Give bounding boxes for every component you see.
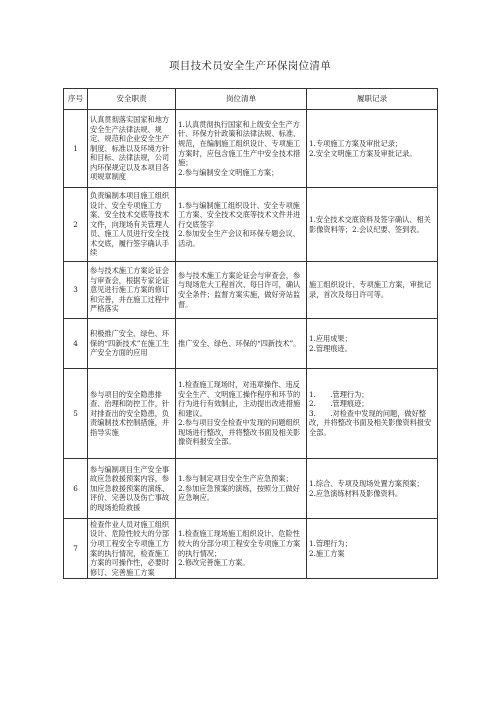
job-list-line: 推广安全、绿色、环保的“四新技术”。 [178, 338, 301, 348]
table-row [64, 110, 438, 188]
duty-record-line: 1.应用成果； [309, 333, 352, 343]
duty-record-line: 1.管理行为； [309, 538, 352, 548]
row-number: 6 [64, 459, 88, 519]
row-number: 7 [64, 519, 88, 579]
safety-duty-cell: 参与编制项目生产安全事故应急救援预案内容，参加应急救援预案的演练、评价、完善以及伤亡事故的现场抢险救援 [88, 459, 176, 519]
table-header-row [64, 89, 438, 110]
header-duty: 安全职责 [88, 89, 176, 110]
job-list-line: 2.参与编制安全文明施工方案； [178, 167, 279, 177]
duty-record-line: 2.管理痕迹。 [309, 343, 352, 353]
job-list-cell [176, 188, 307, 262]
header-no: 序号 [64, 89, 88, 110]
table-row [64, 319, 438, 369]
header-record: 履职记录 [307, 89, 438, 110]
page-title: 项目技术员安全生产环保岗位清单 [169, 60, 331, 72]
job-list-line: 2.参加安全生产会议和环保专题会议、活动。 [178, 229, 300, 248]
duty-record-line: 1.安全技术交底资料及签字确认、相关影像资料等；2.会议纪要、签到表。 [309, 214, 431, 234]
table-row [64, 519, 438, 579]
safety-duty-cell: 参与项目的安全隐患排查、治理和防控工作，针对排查出的安全隐患，负责编制技术控制措施，并指导实施 [88, 369, 176, 459]
job-list-cell [176, 262, 307, 319]
duty-record-line: 1.专项施工方案及审批记录； [309, 138, 403, 148]
job-list-line: 参与技术施工方案论证会与审查会，参与现场危大工程首次、每日许可，确认安全条件；监督方案实施，做好旁站监督。 [178, 270, 301, 309]
job-list-line: 1.检查施工现场施工组织设计、危险性较大的分部分项工程安全专项施工方案的执行情况； [178, 529, 301, 558]
duty-record-cell [307, 459, 438, 519]
row-number: 5 [64, 369, 88, 459]
duty-record-cell [307, 110, 438, 188]
job-list-cell [176, 519, 307, 579]
duty-record-line: 1. .管理行为； [309, 389, 369, 399]
safety-duty-cell: 检查作业人员对施工组织设计、危险性较大的分部分项工程安全专项施工方案的执行情况，检查施工方案的可操作性，必要时修订、完善施工方案 [88, 519, 176, 579]
job-list-line: 2.参加应急预案的演练，按照分工做好应急响应。 [178, 483, 300, 503]
job-list-line: 2.修改完善施工方案。 [178, 558, 250, 568]
row-number: 1 [64, 110, 88, 188]
job-list-line: 1.参与编制施工组织设计、安全专项施工方案、安全技术交底等技术文件并进行交底签字 [178, 200, 301, 229]
duty-record-line: 2.施工方案 [309, 548, 345, 558]
duty-record-cell [307, 369, 438, 459]
duty-record-line: 1.综合、专项及现场处置方案预案； [309, 478, 424, 488]
table-row [64, 369, 438, 459]
duty-record-line: 2.应急演练材料及影像资料。 [309, 488, 403, 498]
duty-record-cell [307, 262, 438, 319]
table-row [64, 188, 438, 262]
job-list-cell [176, 110, 307, 188]
job-list-line: 1.参与制定项目安全生产应急预案； [178, 474, 293, 484]
duty-record-cell [307, 319, 438, 369]
safety-duty-cell: 参与技术施工方案论证会与审查会，根据专家论证意见进行施工方案的修订和完善，并在施工过程中严格落实 [88, 262, 176, 319]
job-list-cell [176, 459, 307, 519]
row-number: 3 [64, 262, 88, 319]
header-list: 岗位清单 [176, 89, 307, 110]
duty-record-cell [307, 188, 438, 262]
duty-record-line: 施工组织设计、专项施工方案，审批记录，首次及每日许可等。 [309, 280, 432, 299]
duty-record-cell [307, 519, 438, 579]
job-list-line: 1.检查施工现场时，对违章操作、违反安全生产、文明施工操作程序和环节的行为进行有效制止，主动提出改进措施和建议。 [178, 379, 301, 418]
row-number: 4 [64, 319, 88, 369]
job-list-cell [176, 319, 307, 369]
row-number: 2 [64, 188, 88, 262]
safety-duty-cell: 负责编制本项目施工组织设计、安全专项施工方案、安全技术交底等技术文件，向现场有关管理人员、施工人员进行安全技术交底，履行签字确认手续 [88, 188, 176, 262]
safety-duty-cell: 积极推广安全、绿色、环保的“四新技术”在施工生产安全方面的应用 [88, 319, 176, 369]
job-list-line: 2.参与项目安全检查中发现的问题组织现场进行整改，并将整改书面及相关影像资料报安全部。 [178, 418, 301, 447]
table-row [64, 262, 438, 319]
table-body [64, 110, 438, 579]
safety-duty-cell: 认真贯彻落实国家和地方安全生产法律法规、规定、规范和企业安全生产制度、标准以及环境方针和目标、法律法规，公司内环保规定以及本项目各项规章制度 [88, 110, 176, 188]
job-list-line: 1.认真贯彻执行国家和上级安全生产方针、环保方针政策和法律法规、标准、规范，在编制施工组织设计、专项施工方案时，应包含施工生产中安全技术措施； [178, 119, 301, 168]
job-list-cell [176, 369, 307, 459]
table-row [64, 459, 438, 519]
duty-record-line: 2. .管理痕迹； [309, 399, 369, 409]
duty-record-line: 3. .对检查中发现的问题，做好整改，并将整改书面及相关影像资料报安全部。 [309, 408, 432, 437]
job-list-table [63, 88, 438, 579]
duty-record-line: 2.安全文明施工方案及审批记录。 [309, 148, 417, 158]
